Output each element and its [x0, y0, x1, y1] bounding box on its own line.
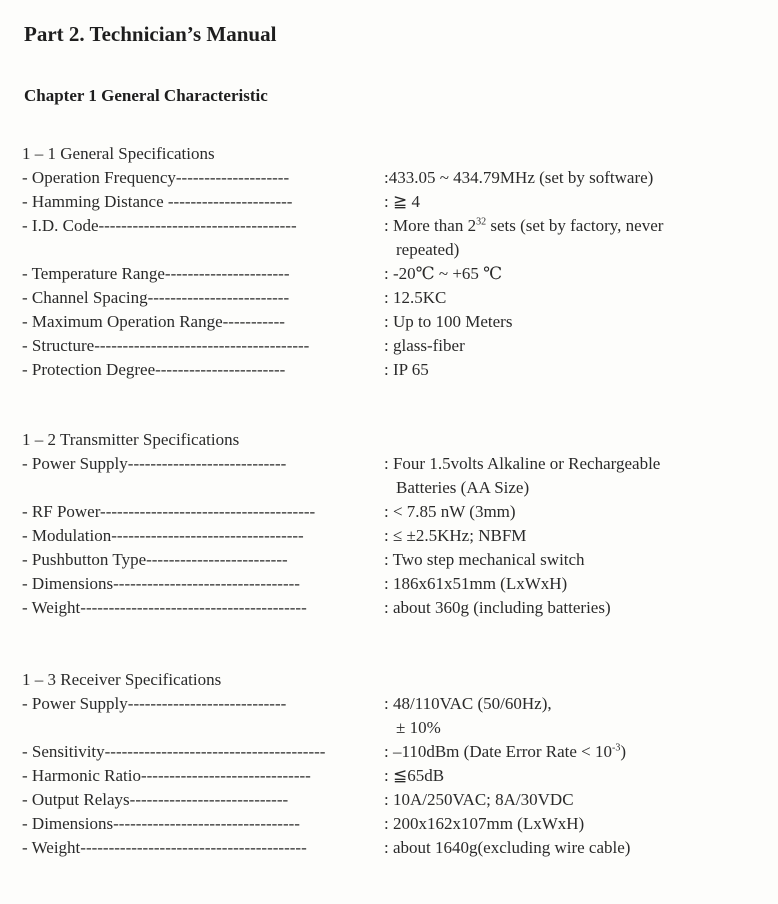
spec-row-id-code — [22, 214, 762, 262]
spec-value-continuation: repeated) — [396, 240, 460, 259]
spec-label: - Structure-------------------------------------- — [22, 336, 310, 355]
spec-value — [384, 692, 762, 740]
spec-label: - Power Supply---------------------------- — [22, 694, 287, 713]
spec-value-text-after: sets (set by factory, never — [486, 216, 664, 235]
spec-label: - Weight---------------------------------------- — [22, 598, 307, 617]
spec-value: : about 360g (including batteries) — [384, 598, 611, 617]
spec-label: - RF Power-------------------------------------- — [22, 502, 316, 521]
spec-label: - Pushbutton Type------------------------- — [22, 550, 288, 569]
spec-value-exponent: -3 — [612, 742, 621, 754]
spec-value-exponent: 32 — [476, 216, 487, 228]
section-heading: 1 – 3 Receiver Specifications — [22, 670, 222, 689]
spec-value-continuation: ± 10% — [396, 718, 441, 737]
spec-row-protection-degree — [22, 358, 762, 382]
spec-row-maximum-operation-range — [22, 310, 762, 334]
spec-value-text: : –110dBm (Date Error Rate < 10 — [384, 742, 613, 761]
section-receiver-specifications — [22, 668, 762, 860]
section-heading: 1 – 2 Transmitter Specifications — [22, 430, 240, 449]
spec-label: - Hamming Distance ---------------------- — [22, 192, 293, 211]
spec-value-continuation: Batteries (AA Size) — [396, 478, 530, 497]
spec-label: - Weight---------------------------------------- — [22, 838, 307, 857]
spec-value: : 12.5KC — [384, 288, 447, 307]
spec-value — [384, 452, 762, 500]
spec-value: : Two step mechanical switch — [384, 550, 585, 569]
spec-label: - Protection Degree----------------------- — [22, 360, 286, 379]
spec-row-structure — [22, 334, 762, 358]
spec-value: : -20℃ ~ +65 ℃ — [384, 264, 503, 283]
section-transmitter-specifications — [22, 428, 762, 620]
spec-row-dimensions — [22, 812, 762, 836]
section-heading: 1 – 1 General Specifications — [22, 144, 215, 163]
spec-row-modulation — [22, 524, 762, 548]
spec-value — [384, 740, 762, 764]
spec-value: : ≦65dB — [384, 766, 445, 785]
part-title: Part 2. Technician’s Manual — [24, 22, 277, 46]
spec-label: - Harmonic Ratio------------------------------ — [22, 766, 311, 785]
spec-value: : 200x162x107mm (LxWxH) — [384, 814, 585, 833]
spec-label: - Output Relays---------------------------- — [22, 790, 289, 809]
spec-row-rf-power — [22, 500, 762, 524]
spec-row-sensitivity — [22, 740, 762, 764]
spec-label: - Sensitivity--------------------------------------- — [22, 742, 326, 761]
spec-row-pushbutton-type — [22, 548, 762, 572]
spec-row-output-relays — [22, 788, 762, 812]
spec-label: - Dimensions--------------------------------- — [22, 574, 300, 593]
spec-row-dimensions — [22, 572, 762, 596]
spec-label: - Temperature Range---------------------- — [22, 264, 290, 283]
spec-value-text: : 48/110VAC (50/60Hz), — [384, 694, 552, 713]
spec-value-text-after: ) — [620, 742, 627, 761]
spec-value: : IP 65 — [384, 360, 429, 379]
section-general-specifications — [22, 142, 762, 382]
spec-label: - Operation Frequency-------------------- — [22, 168, 290, 187]
spec-row-weight — [22, 596, 762, 620]
spec-row-temperature-range — [22, 262, 762, 286]
spec-value: : 10A/250VAC; 8A/30VDC — [384, 790, 574, 809]
spec-value: : < 7.85 nW (3mm) — [384, 502, 516, 521]
spec-label: - I.D. Code----------------------------------- — [22, 216, 297, 235]
spec-value: : 186x61x51mm (LxWxH) — [384, 574, 568, 593]
spec-label: - Modulation---------------------------------- — [22, 526, 304, 545]
spec-value: : ≤ ±2.5KHz; NBFM — [384, 526, 527, 545]
spec-value: : Up to 100 Meters — [384, 312, 513, 331]
spec-row-harmonic-ratio — [22, 764, 762, 788]
spec-value-text: : Four 1.5volts Alkaline or Rechargeable — [384, 454, 661, 473]
spec-row-operation-frequency — [22, 166, 762, 190]
spec-row-hamming-distance — [22, 190, 762, 214]
spec-row-channel-spacing — [22, 286, 762, 310]
spec-row-weight — [22, 836, 762, 860]
spec-row-power-supply — [22, 452, 762, 500]
spec-label: - Dimensions--------------------------------- — [22, 814, 300, 833]
spec-value: : glass-fiber — [384, 336, 465, 355]
spec-value: :433.05 ~ 434.79MHz (set by software) — [384, 168, 654, 187]
spec-value: : ≧ 4 — [384, 192, 420, 211]
spec-label: - Channel Spacing------------------------- — [22, 288, 290, 307]
spec-value-text: : More than 2 — [384, 216, 477, 235]
chapter-title: Chapter 1 General Characteristic — [24, 86, 268, 105]
spec-value — [384, 214, 762, 262]
spec-label: - Maximum Operation Range----------- — [22, 312, 285, 331]
spec-row-power-supply — [22, 692, 762, 740]
spec-value: : about 1640g(excluding wire cable) — [384, 838, 631, 857]
spec-label: - Power Supply---------------------------- — [22, 454, 287, 473]
